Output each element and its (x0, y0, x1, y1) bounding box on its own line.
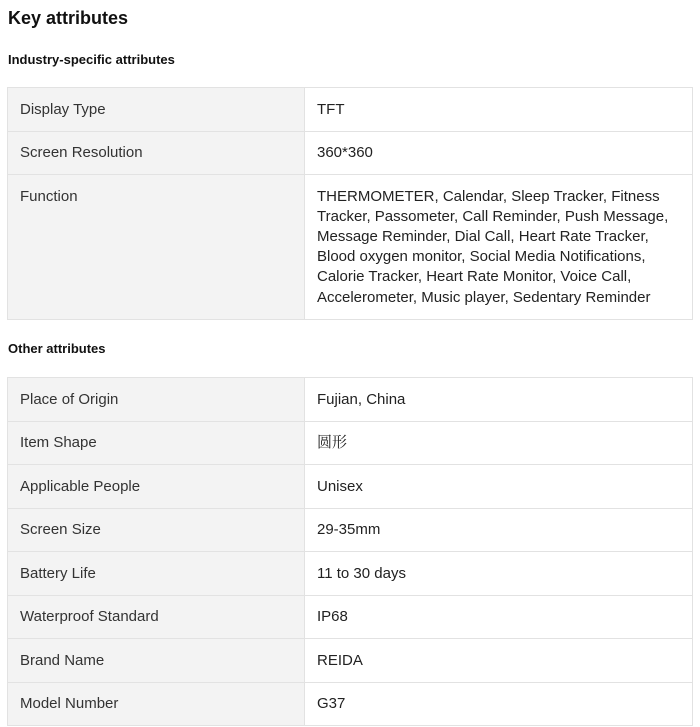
table-row (8, 595, 693, 639)
attribute-key: Battery Life (8, 552, 305, 596)
attribute-value: Unisex (305, 465, 693, 509)
attribute-value: REIDA (305, 639, 693, 683)
table-row (8, 421, 693, 465)
table-row (8, 682, 693, 726)
attribute-key: Item Shape (8, 421, 305, 465)
attribute-key: Function (8, 175, 305, 320)
attribute-value: Fujian, China (305, 378, 693, 422)
attribute-value: 11 to 30 days (305, 552, 693, 596)
attribute-key: Screen Size (8, 508, 305, 552)
page-title: Key attributes (8, 8, 129, 28)
table-row (8, 131, 693, 175)
table-row (8, 175, 693, 320)
attribute-key: Applicable People (8, 465, 305, 509)
attribute-key: Place of Origin (8, 378, 305, 422)
table-row (8, 508, 693, 552)
attribute-key: Brand Name (8, 639, 305, 683)
table-row (8, 88, 693, 132)
attribute-key: Waterproof Standard (8, 595, 305, 639)
attribute-key: Screen Resolution (8, 131, 305, 175)
attribute-key: Model Number (8, 682, 305, 726)
attribute-key: Display Type (8, 88, 305, 132)
attribute-value: 29-35mm (305, 508, 693, 552)
other-attributes-table (7, 377, 693, 726)
industry-attributes-heading: Industry-specific attributes (8, 52, 175, 67)
attribute-value: IP68 (305, 595, 693, 639)
attribute-value: 360*360 (305, 131, 693, 175)
table-row (8, 639, 693, 683)
table-row (8, 552, 693, 596)
industry-attributes-table (7, 87, 693, 320)
attribute-value: TFT (305, 88, 693, 132)
other-attributes-heading: Other attributes (8, 341, 106, 356)
table-row (8, 378, 693, 422)
attribute-value: THERMOMETER, Calendar, Sleep Tracker, Fitness Tracker, Passometer, Call Reminder, Push Message, Message Reminder, Dial Call, Heart Rate Tracker, Blood oxygen monitor, Social Media Notifications, Calorie Tracker, Heart Rate Monitor, Voice Call, Accelerometer, Music player, Sedentary Reminder (305, 175, 693, 320)
attribute-value: 圆形 (305, 421, 693, 465)
attribute-value: G37 (305, 682, 693, 726)
table-row (8, 465, 693, 509)
